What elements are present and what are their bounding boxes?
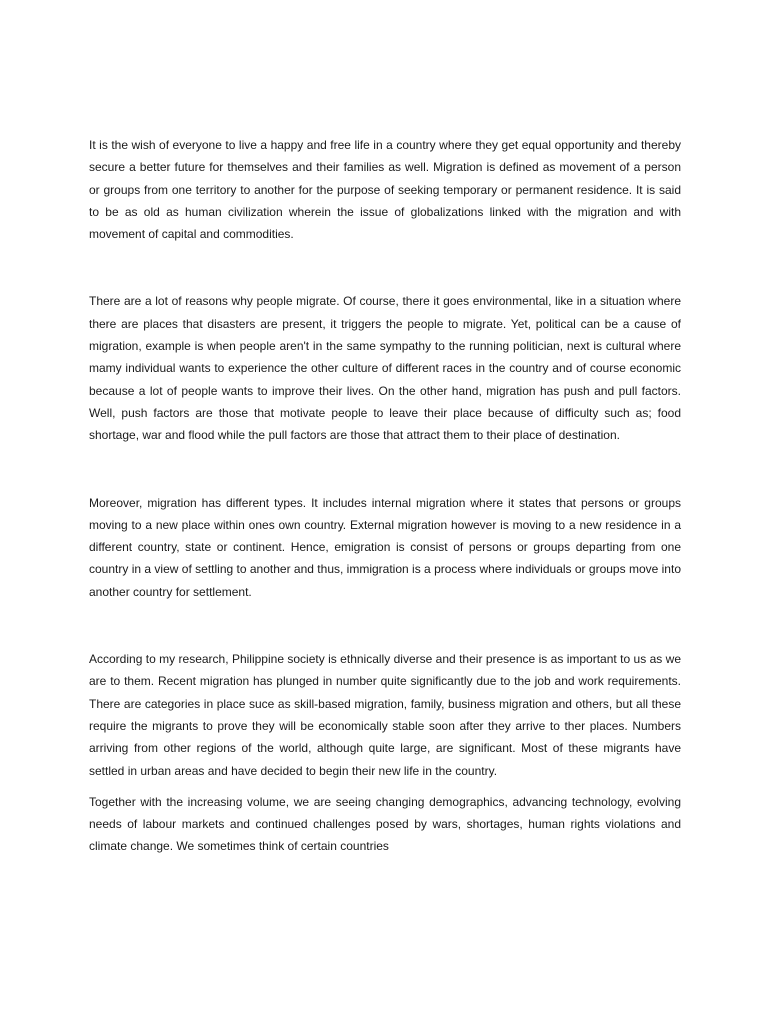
paragraph-research: According to my research, Philippine society is ethnically diverse and their presence is as important to us as we are to them. Recent migration has plunged in number quite significantly due to the job and work requirements. There are categories in place suce as skill-based migration, family, business migration and others, but all these require the migrants to prove they will be economically stable soon after they arrive to ther places. Numbers arriving from other regions of the world, although quite large, are significant. Most of these migrants have settled in urban areas and have decided to begin their new life in the country. xyxy=(89,652,681,778)
paragraph-reasons: There are a lot of reasons why people migrate. Of course, there it goes environmental, like in a situation where there are places that disasters are present, it triggers the people to migrate. Yet, political can be a cause of migration, example is when people aren't in the same sympathy to the running politician, next is cultural where mamy individual wants to experience the other culture of different races in the country and of course economic because a lot of people wants to improve their lives. On the other hand, migration has push and pull factors. Well, push factors are those that motivate people to leave their place because of difficulty such as; food shortage, war and flood while the pull factors are those that attract them to their place of destination. xyxy=(89,294,681,443)
document-body xyxy=(89,134,681,858)
paragraph-volume: Together with the increasing volume, we are seeing changing demographics, advancing technology, evolving needs of labour markets and continued challenges posed by wars, shortages, human rights violations and climate change. We sometimes think of certain countries xyxy=(89,794,681,854)
paragraph-intro: It is the wish of everyone to live a happy and free life in a country where they get equal opportunity and thereby secure a better future for themselves and their families as well. Migration is defined as movement of a person or groups from one territory to another for the purpose of seeking temporary or permanent residence. It is said to be as old as human civilization wherein the issue of globalizations linked with the migration and with movement of capital and commodities. xyxy=(89,138,681,242)
paragraph-types: Moreover, migration has different types. It includes internal migration where it states that persons or groups moving to a new place within ones own country. External migration however is moving to a new residence in a different country, state or continent. Hence, emigration is consist of persons or groups departing from one country in a view of settling to another and thus, immigration is a process where individuals or groups move into another country for settlement. xyxy=(89,495,681,599)
